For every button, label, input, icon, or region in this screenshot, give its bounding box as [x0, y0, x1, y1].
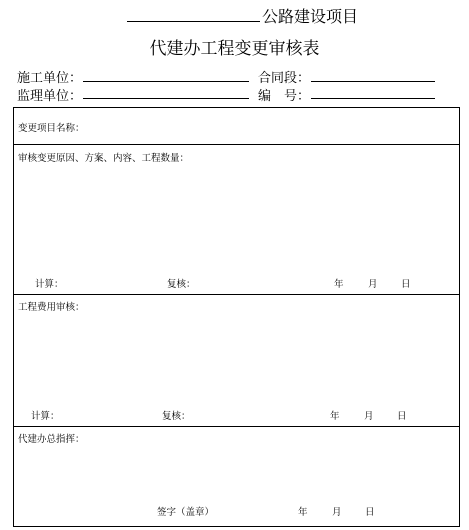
header-project-suffix: 公路建设项目: [262, 7, 359, 26]
cost-month-label: 月: [364, 411, 374, 422]
review-form-table: [13, 107, 460, 527]
review-section[interactable]: [14, 144, 459, 295]
review-section-label: 审核变更原因、方案、内容、工程数量：: [18, 153, 190, 164]
review-calc-label: 计算：: [35, 279, 64, 290]
cost-recheck-label: 复核：: [162, 411, 191, 422]
director-section[interactable]: [14, 426, 459, 529]
number-field[interactable]: [311, 98, 435, 99]
change-project-name-label: 变更项目名称：: [18, 123, 85, 134]
director-sign-label: 签字（盖章）: [157, 507, 215, 518]
cost-section[interactable]: [14, 294, 459, 427]
contractor-label: 施工单位：: [17, 71, 83, 86]
contract-section-field[interactable]: [311, 81, 435, 82]
project-name-blank[interactable]: [127, 21, 260, 22]
director-day-label: 日: [365, 507, 375, 518]
cost-day-label: 日: [397, 411, 407, 422]
contractor-field[interactable]: [83, 81, 249, 82]
cost-year-label: 年: [330, 411, 340, 422]
supervisor-field[interactable]: [83, 98, 249, 99]
cost-section-label: 工程费用审核：: [18, 302, 85, 313]
review-year-label: 年: [334, 279, 344, 290]
review-recheck-label: 复核：: [167, 279, 196, 290]
contract-section-label: 合同段：: [258, 71, 311, 86]
supervisor-label: 监理单位：: [17, 89, 83, 104]
review-month-label: 月: [368, 279, 378, 290]
review-day-label: 日: [401, 279, 411, 290]
cost-calc-label: 计算：: [31, 411, 60, 422]
director-section-label: 代建办总指挥：: [18, 434, 85, 445]
director-year-label: 年: [298, 507, 308, 518]
form-title: 代建办工程变更审核表: [149, 39, 320, 59]
director-month-label: 月: [332, 507, 342, 518]
number-label: 编 号：: [258, 89, 311, 104]
